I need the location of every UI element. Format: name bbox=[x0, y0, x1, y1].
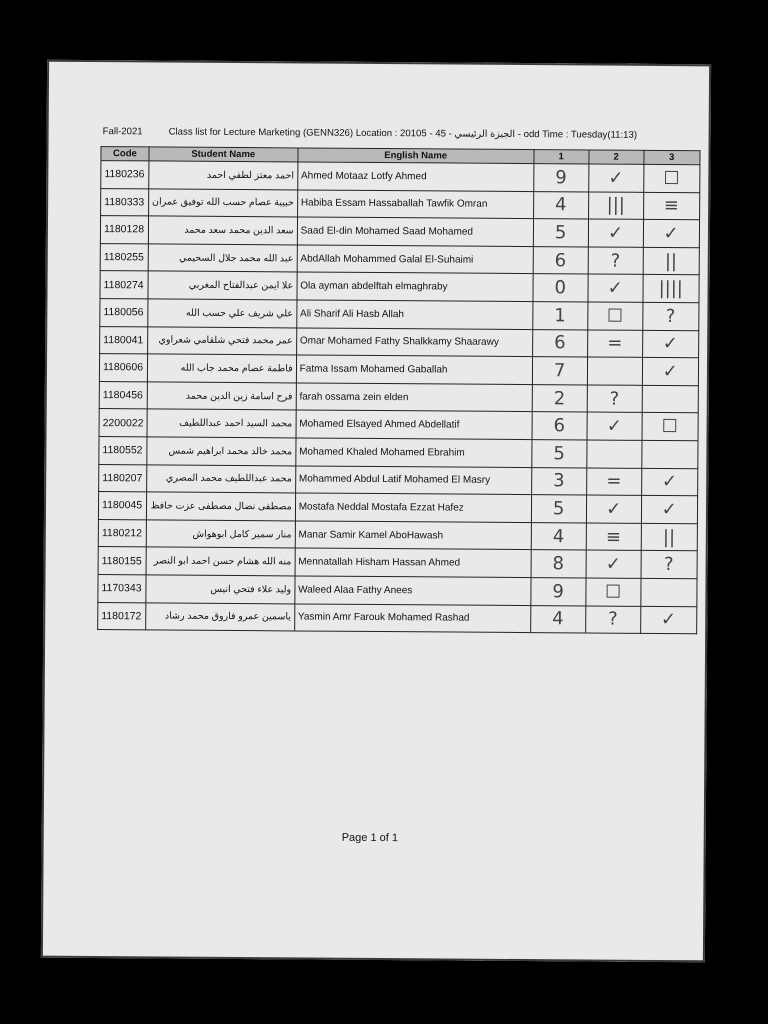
student-name-arabic: سعد الدين محمد سعد محمد bbox=[148, 216, 297, 245]
student-name-arabic: وليد علاء فتحي انيس bbox=[146, 575, 295, 604]
student-name-english: Mennatallah Hisham Hassan Ahmed bbox=[295, 548, 531, 577]
student-name-english: Ali Sharif Ali Hasb Allah bbox=[296, 300, 532, 329]
mark-3: || bbox=[641, 523, 697, 551]
student-name-english: Mohamed Elsayed Ahmed Abdellatif bbox=[296, 410, 532, 439]
mark-3: ≡ bbox=[643, 192, 699, 220]
mark-2: ? bbox=[587, 385, 642, 413]
student-code: 1180128 bbox=[100, 216, 148, 244]
mark-3: ? bbox=[641, 551, 697, 579]
mark-1: 4 bbox=[530, 605, 585, 633]
col-header-english-name: English Name bbox=[298, 148, 534, 164]
student-name-english: Fatma Issam Mohamed Gaballah bbox=[296, 355, 532, 384]
student-code: 2200022 bbox=[99, 409, 147, 437]
student-name-arabic: مصطفى نضال مصطفى عزت حافظ bbox=[146, 492, 295, 521]
student-name-english: Ola ayman abdelftah elmaghraby bbox=[297, 272, 533, 301]
mark-2: ||| bbox=[588, 192, 643, 220]
student-name-english: Omar Mohamed Fathy Shalkkamy Shaarawy bbox=[296, 328, 532, 357]
mark-1: 6 bbox=[532, 412, 587, 440]
mark-2: ≡ bbox=[586, 523, 641, 551]
student-name-arabic: محمد خالد محمد ابراهيم شمس bbox=[147, 437, 296, 466]
student-name-arabic: عبد الله محمد جلال السحيمي bbox=[148, 244, 297, 273]
student-name-arabic: علي شريف علي حسب الله bbox=[148, 299, 297, 328]
student-name-arabic: منه الله هشام حسن احمد ابو النصر bbox=[146, 547, 295, 576]
table-row bbox=[99, 354, 698, 386]
student-code: 1180212 bbox=[98, 519, 146, 547]
mark-3 bbox=[642, 385, 698, 413]
student-name-arabic: فاطمة عصام محمد جاب الله bbox=[147, 354, 296, 383]
student-code: 1180274 bbox=[100, 271, 148, 299]
mark-2: ✓ bbox=[586, 550, 641, 578]
mark-3: |||| bbox=[643, 275, 699, 303]
mark-3: ✓ bbox=[642, 358, 698, 386]
table-row bbox=[100, 243, 699, 275]
student-name-arabic: محمد عبداللطيف محمد المصري bbox=[147, 464, 296, 493]
mark-3 bbox=[641, 578, 697, 606]
student-name-english: Mohamed Khaled Mohamed Ebrahim bbox=[296, 438, 532, 467]
table-row bbox=[98, 602, 697, 634]
mark-2: ☐ bbox=[586, 578, 641, 606]
table-row bbox=[100, 299, 699, 331]
mark-2 bbox=[586, 440, 641, 468]
student-name-english: Waleed Alaa Fathy Anees bbox=[295, 576, 531, 605]
table-row bbox=[101, 161, 700, 193]
student-name-arabic: عمر محمد فتحي شلقامي شعراوي bbox=[147, 326, 296, 355]
student-code: 1180456 bbox=[99, 381, 147, 409]
mark-1: 1 bbox=[532, 302, 587, 330]
class-title: Class list for Lecture Marketing (GENN326) Location : 20105 - 45 - الجيزة الرئيسي - odd Time : Tuesday(11:13) bbox=[168, 126, 638, 141]
mark-2: = bbox=[586, 467, 641, 495]
mark-3: ✓ bbox=[641, 495, 697, 523]
paper-sheet bbox=[41, 60, 711, 963]
mark-1: 4 bbox=[531, 522, 586, 550]
document-header bbox=[103, 126, 683, 141]
student-name-arabic: محمد السيد احمد عبداللطيف bbox=[147, 409, 296, 438]
mark-1: 5 bbox=[531, 495, 586, 523]
mark-1: 9 bbox=[533, 164, 588, 192]
student-code: 1180236 bbox=[101, 161, 149, 189]
student-name-english: Mostafa Neddal Mostafa Ezzat Hafez bbox=[295, 493, 531, 522]
mark-2: ✓ bbox=[588, 274, 643, 302]
student-name-english: Ahmed Motaaz Lotfy Ahmed bbox=[297, 162, 533, 191]
student-name-arabic: ياسمين عمرو فاروق محمد رشاد bbox=[146, 602, 295, 631]
student-name-arabic: منار سمير كامل ابوهواش bbox=[146, 520, 295, 549]
mark-1: 4 bbox=[533, 191, 588, 219]
mark-1: 9 bbox=[531, 577, 586, 605]
mark-1: 6 bbox=[533, 246, 588, 274]
mark-1: 5 bbox=[533, 219, 588, 247]
mark-3: ✓ bbox=[640, 606, 696, 634]
table-row bbox=[98, 492, 697, 524]
student-name-arabic: فرح اسامة زين الدين محمد bbox=[147, 382, 296, 411]
student-code: 1180606 bbox=[99, 354, 147, 382]
student-code: 1170343 bbox=[98, 574, 146, 602]
mark-2 bbox=[587, 357, 642, 385]
mark-2: ? bbox=[588, 247, 643, 275]
student-name-arabic: حبيبة عصام حسب الله توفيق عمران bbox=[148, 188, 297, 217]
mark-2: = bbox=[587, 330, 642, 358]
mark-1: 3 bbox=[531, 467, 586, 495]
mark-2: ✓ bbox=[587, 412, 642, 440]
mark-1: 7 bbox=[532, 357, 587, 385]
table-row bbox=[100, 216, 699, 248]
student-name-english: Yasmin Amr Farouk Mohamed Rashad bbox=[294, 603, 530, 632]
student-name-english: Mohammed Abdul Latif Mohamed El Masry bbox=[295, 465, 531, 494]
page-number: Page 1 of 1 bbox=[341, 831, 399, 845]
table-row bbox=[99, 409, 698, 441]
mark-3: ? bbox=[642, 302, 698, 330]
col-header-2: 2 bbox=[589, 150, 644, 164]
mark-1: 0 bbox=[533, 274, 588, 302]
mark-3: ✓ bbox=[641, 468, 697, 496]
class-list-table bbox=[97, 146, 700, 634]
student-code: 1180056 bbox=[100, 299, 148, 327]
mark-3: ☐ bbox=[643, 164, 699, 192]
term-label: Fall-2021 bbox=[102, 126, 143, 138]
col-header-code: Code bbox=[101, 147, 149, 161]
mark-1: 6 bbox=[532, 329, 587, 357]
mark-3: || bbox=[643, 247, 699, 275]
mark-3 bbox=[641, 440, 697, 468]
mark-1: 8 bbox=[531, 550, 586, 578]
mark-3: ✓ bbox=[643, 220, 699, 248]
mark-2: ? bbox=[585, 605, 640, 633]
col-header-student-name: Student Name bbox=[149, 147, 298, 162]
table-row bbox=[98, 547, 697, 579]
student-name-english: farah ossama zein elden bbox=[296, 383, 532, 412]
student-code: 1180333 bbox=[101, 188, 149, 216]
student-name-arabic: احمد معتز لطفي احمد bbox=[149, 161, 298, 190]
table-row bbox=[99, 381, 698, 413]
student-code: 1180255 bbox=[100, 243, 148, 271]
mark-2: ✓ bbox=[588, 164, 643, 192]
student-name-english: Saad El-din Mohamed Saad Mohamed bbox=[297, 217, 533, 246]
table-row bbox=[99, 437, 698, 469]
student-code: 1180155 bbox=[98, 547, 146, 575]
table-row bbox=[100, 326, 699, 358]
student-code: 1180172 bbox=[98, 602, 146, 630]
mark-2: ✓ bbox=[588, 219, 643, 247]
mark-2: ✓ bbox=[586, 495, 641, 523]
table-row bbox=[99, 464, 698, 496]
student-name-english: AbdAllah Mohammed Galal El-Suhaimi bbox=[297, 245, 533, 274]
table-row bbox=[101, 188, 700, 220]
mark-1: 5 bbox=[531, 440, 586, 468]
col-header-1: 1 bbox=[534, 150, 589, 164]
student-name-english: Habiba Essam Hassaballah Tawfik Omran bbox=[297, 190, 533, 219]
mark-1: 2 bbox=[532, 384, 587, 412]
student-code: 1180207 bbox=[99, 464, 147, 492]
mark-3: ☐ bbox=[642, 413, 698, 441]
student-code: 1180041 bbox=[100, 326, 148, 354]
student-name-arabic: علا ايمن عبدالفتاح المغربي bbox=[148, 271, 297, 300]
table-row bbox=[98, 519, 697, 551]
student-code: 1180045 bbox=[98, 492, 146, 520]
table-row bbox=[98, 574, 697, 606]
mark-2: ☐ bbox=[587, 302, 642, 330]
student-code: 1180552 bbox=[99, 437, 147, 465]
table-row bbox=[100, 271, 699, 303]
col-header-3: 3 bbox=[644, 150, 700, 164]
student-name-english: Manar Samir Kamel AboHawash bbox=[295, 521, 531, 550]
mark-3: ✓ bbox=[642, 330, 698, 358]
